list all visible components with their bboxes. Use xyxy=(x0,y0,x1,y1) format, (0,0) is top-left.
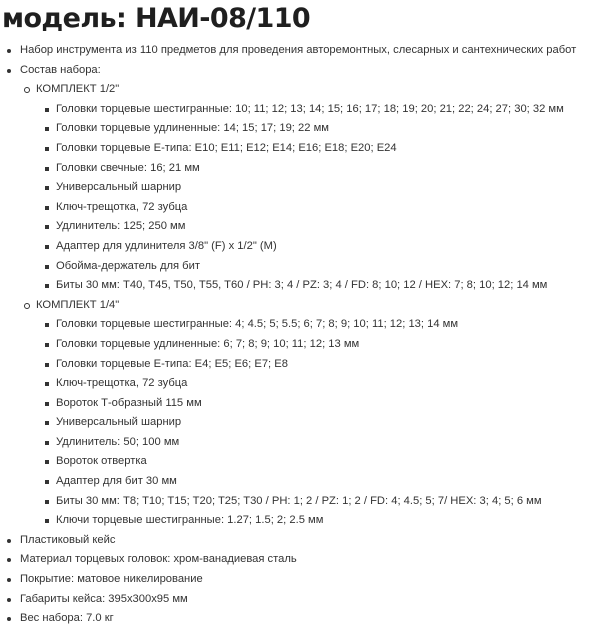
list-item-weight: Вес набора: 7.0 кг xyxy=(0,609,600,629)
list-item: Удлинитель: 125; 250 мм xyxy=(20,217,600,237)
list-item: Головки торцевые удлиненные: 6; 7; 8; 9; 10; 11; 12; 13 мм xyxy=(20,335,600,355)
list-item: Головки торцевые шестигранные: 10; 11; 12; 13; 14; 15; 16; 17; 18; 19; 20; 21; 22; 24; 27; 30; 32 мм xyxy=(20,100,600,120)
list-item: Ключи торцевые шестигранные: 1.27; 1.5; 2; 2.5 мм xyxy=(20,511,600,531)
composition-label: Состав набора: xyxy=(20,63,101,76)
kit-half-inch xyxy=(20,80,600,296)
list-item: Головки торцевые шестигранные: 4; 4.5; 5; 5.5; 6; 7; 8; 9; 10; 11; 12; 13; 14 мм xyxy=(20,315,600,335)
spec-list-container xyxy=(0,41,600,629)
list-item: Головки свечные: 16; 21 мм xyxy=(20,159,600,179)
list-item-coating: Покрытие: матовое никелирование xyxy=(0,570,600,590)
list-item-composition xyxy=(0,61,600,531)
list-item: Универсальный шарнир xyxy=(20,413,600,433)
spec-list xyxy=(0,41,600,629)
list-item: Биты 30 мм: T40, T45, T50, T55, T60 / PH: 3; 4 / PZ: 3; 4 / FD: 8; 10; 12 / HEX: 7; 8; 10; 12; 14 мм xyxy=(20,276,600,296)
list-item: Адаптер для бит 30 мм xyxy=(20,472,600,492)
kit-half-inch-items xyxy=(20,100,600,296)
list-item: Вороток Т-образный 115 мм xyxy=(20,394,600,414)
kit-half-inch-label: КОМПЛЕКТ 1/2" xyxy=(36,83,120,96)
list-item-dimensions: Габариты кейса: 395x300x95 мм xyxy=(0,590,600,610)
list-item: Ключ-трещотка, 72 зубца xyxy=(20,198,600,218)
list-item-case: Пластиковый кейс xyxy=(0,531,600,551)
list-item: Головки торцевые удлиненные: 14; 15; 17; 19; 22 мм xyxy=(20,119,600,139)
kit-quarter-inch xyxy=(20,296,600,531)
list-item: Головки торцевые E-типа: E4; E5; E6; E7; E8 xyxy=(20,355,600,375)
list-item: Ключ-трещотка, 72 зубца xyxy=(20,374,600,394)
list-item: Адаптер для удлинителя 3/8" (F) x 1/2" (M) xyxy=(20,237,600,257)
list-item: Вороток отвертка xyxy=(20,452,600,472)
list-item-description: Набор инструмента из 110 предметов для проведения авторемонтных, слесарных и сантехнических работ xyxy=(0,41,600,61)
kit-quarter-inch-items xyxy=(20,315,600,531)
list-item: Удлинитель: 50; 100 мм xyxy=(20,433,600,453)
list-item: Обойма-держатель для бит xyxy=(20,257,600,277)
page-title: модель: НАИ-08/110 xyxy=(2,3,311,34)
list-item: Универсальный шарнир xyxy=(20,178,600,198)
list-item: Биты 30 мм: T8; T10; T15; T20; T25; T30 / PH: 1; 2 / PZ: 1; 2 / FD: 4; 4.5; 5; 7/ HEX: 3; 4; 5; 6 мм xyxy=(20,492,600,512)
kit-quarter-inch-label: КОМПЛЕКТ 1/4" xyxy=(36,298,120,311)
list-item-material: Материал торцевых головок: хром-ванадиевая сталь xyxy=(0,550,600,570)
kit-list xyxy=(20,80,600,531)
list-item: Головки торцевые E-типа: E10; E11; E12; E14; E16; E18; E20; E24 xyxy=(20,139,600,159)
